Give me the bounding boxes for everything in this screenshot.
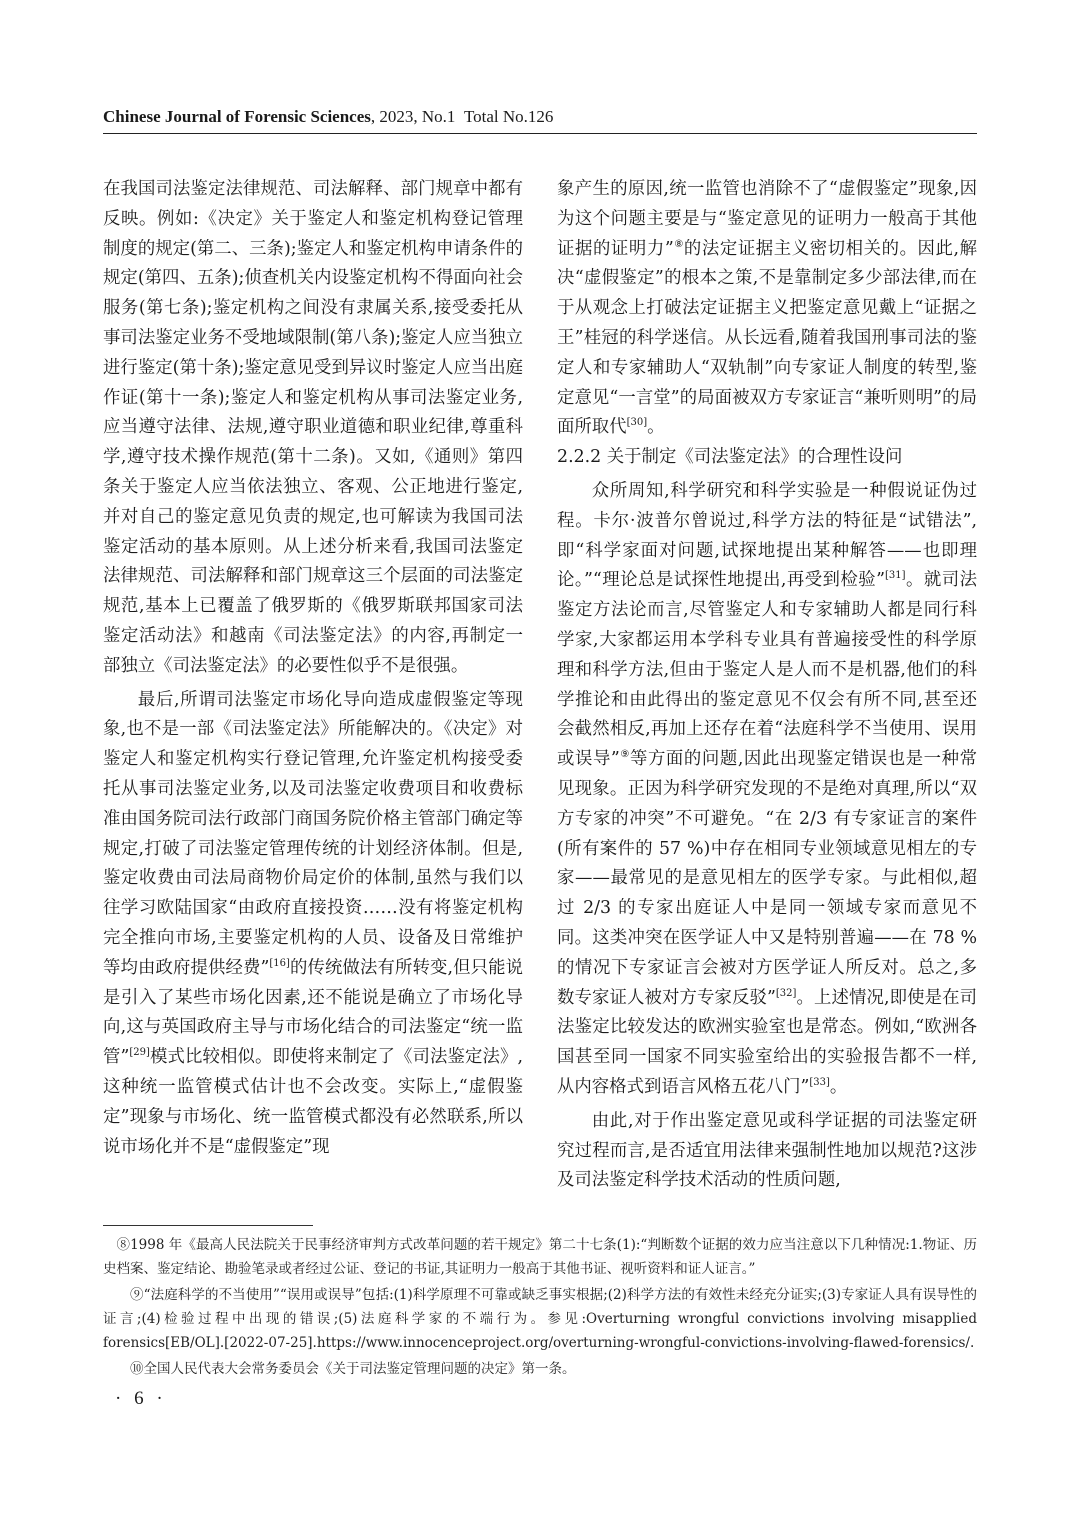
footnote-8: ⑧1998 年《最高人民法院关于民事经济审判方式改革问题的若干规定》第二十七条(1):“判断数个证据的效力应当注意以下几种情况:1.物证、历史档案、鉴定结论、勘验笔录或者经过公证、登记的书证,其证明力一般高于其他书证、视听资料和证人证言。” — [103, 1237, 977, 1277]
right-paragraph-2: 众所周知,科学研究和科学实验是一种假说证伪过程。卡尔·波普尔曾说过,科学方法的特征是“试错法”,即“科学家面对问题,试探地提出某种解答——也即理论。”“理论总是试探性地提出,再受到检验”[31]。就司法鉴定方法论而言,尽管鉴定人和专家辅助人都是同行科学家,大家都运用本学科专业具有普遍接受性的科学原理和科学方法,但由于鉴定人是人而不是机器,他们的科学推论和由此得出的鉴定意见不仅会有所不同,甚至还会截然相反,再加上还存在着“法庭科学不当使用、误用或误导”⑨等方面的问题,因此出现鉴定错误也是一种常见现象。正因为科学研究发现的不是绝对真理,所以“双方专家的冲突”不可避免。“在 2/3 有专家证言的案件(所有案件的 57 %)中存在相同专业领域意见相左的专家——最常见的是意见相左的医学专家。与此相似,超过 2/3 的专家出庭证人中是同一领域专家而意见不同。这类冲突在医学证人中又是特别普遍——在 78 %的情况下专家证言会被对方医学证人所反对。总之,多数专家证人被对方专家反驳”[32]。上述情况,即使是在司法鉴定比较发达的欧洲实验室也是常态。例如,“欧洲各国甚至同一国家不同实验室给出的实验报告都不一样,从内容格式到语言风格五花八门”[33]。 — [557, 480, 978, 1097]
footnote-divider — [103, 1225, 313, 1226]
footnote-10: ⑩全国人民代表大会常务委员会《关于司法鉴定管理问题的决定》第一条。 — [130, 1361, 576, 1377]
right-paragraph-1: 象产生的原因,统一监管也消除不了“虚假鉴定”现象,因为这个问题主要是与“鉴定意见的证明力一般高于其他证据的证明力”⑧的法定证据主义密切相关的。因此,解决“虚假鉴定”的根本之策,不是靠制定多少部法律,而在于从观念上打破法定证据主义把鉴定意见戴上“证据之王”桂冠的科学迷信。从长远看,随着我国刑事司法的鉴定人和专家辅助人“双轨制”向专家证人制度的转型,鉴定意见“一言堂”的局面被双方专家证言“兼听则明”的局面所取代[30]。 — [557, 179, 978, 438]
section-heading: 2.2.2 关于制定《司法鉴定法》的合理性设问 — [557, 447, 903, 468]
page-number: · 6 · — [115, 1388, 167, 1409]
journal-issue: , 2023, No.1 — [370, 107, 456, 126]
left-column — [103, 175, 523, 1162]
running-header — [103, 106, 977, 134]
citation-33: [33] — [809, 1077, 830, 1089]
footnote-ref-9: ⑨ — [619, 749, 630, 761]
journal-total: Total No.126 — [463, 107, 554, 126]
left-paragraph-2: 最后,所谓司法鉴定市场化导向造成虚假鉴定等现象,也不是一部《司法鉴定法》所能解决的。《决定》对鉴定人和鉴定机构实行登记管理,允许鉴定机构接受委托从事司法鉴定业务,以及司法鉴定收费项目和收费标准由国务院司法行政部门商国务院价格主管部门确定等规定,打破了司法鉴定管理传统的计划经济体制。但是,鉴定收费由司法局商物价局定价的体制,虽然与我们以往学习欧陆国家“由政府直接投资……没有将鉴定机构完全推向市场,主要鉴定机构的人员、设备及日常维护等均由政府提供经费”[16]的传统做法有所转变,但只能说是引入了某些市场化因素,还不能说是确立了市场化导向,这与英国政府主导与市场化结合的司法鉴定“统一监管”[29]模式比较相似。即使将来制定了《司法鉴定法》,这种统一监管模式估计也不会改变。实际上,“虚假鉴定”现象与市场化、统一监管模式都没有必然联系,所以说市场化并不是“虚假鉴定”现 — [103, 689, 523, 1157]
citation-29: [29] — [129, 1047, 150, 1059]
right-paragraph-3: 由此,对于作出鉴定意见或科学证据的司法鉴定研究过程而言,是否适宜用法律来强制性地加以规范?这涉及司法鉴定科学技术活动的性质问题, — [557, 1110, 977, 1191]
citation-16: [16] — [269, 957, 290, 969]
footnote-ref-8: ⑧ — [673, 238, 684, 250]
citation-32: [32] — [775, 987, 797, 999]
journal-title: Chinese Journal of Forensic Sciences — [103, 107, 371, 126]
footnotes — [103, 1233, 977, 1383]
citation-31: [31] — [885, 570, 906, 582]
left-paragraph-1: 在我国司法鉴定法律规范、司法解释、部门规章中都有反映。例如:《决定》关于鉴定人和鉴定机构登记管理制度的规定(第二、三条);鉴定人和鉴定机构申请条件的规定(第四、五条);侦查机关内设鉴定机构不得面向社会服务(第七条);鉴定机构之间没有隶属关系,接受委托从事司法鉴定业务不受地域限制(第八条);鉴定人应当独立进行鉴定(第十条);鉴定意见受到异议时鉴定人应当出庭作证(第十一条);鉴定人和鉴定机构从事司法鉴定业务,应当遵守法律、法规,遵守职业道德和职业纪律,尊重科学,遵守技术操作规范(第十二条)。又如,《通则》第四条关于鉴定人应当依法独立、客观、公正地进行鉴定,并对自己的鉴定意见负责的规定,也可解读为我国司法鉴定活动的基本原则。从上述分析来看,我国司法鉴定法律规范、司法解释和部门规章这三个层面的司法鉴定规范,基本上已覆盖了俄罗斯的《俄罗斯联邦国家司法鉴定活动法》和越南《司法鉴定法》的内容,再制定一部独立《司法鉴定法》的必要性似乎不是很强。 — [103, 179, 523, 676]
right-column — [557, 175, 977, 1196]
footnote-9: ⑨“法庭科学的不当使用”“误用或误导”包括:(1)科学原理不可靠或缺乏事实根据;(2)科学方法的有效性未经充分证实;(3)专家证人具有误导性的证言;(4)检验过程中出现的错误;(5)法庭科学家的不端行为。参见:Overturning wrongful convictions involving misapplied forensics[EB/OL].[2022-07-25].https://www.innocenceproject.org/overturning-wrongful-convictions-involving-flawed-forensics/. — [103, 1287, 977, 1351]
citation-30: [30] — [626, 417, 648, 429]
